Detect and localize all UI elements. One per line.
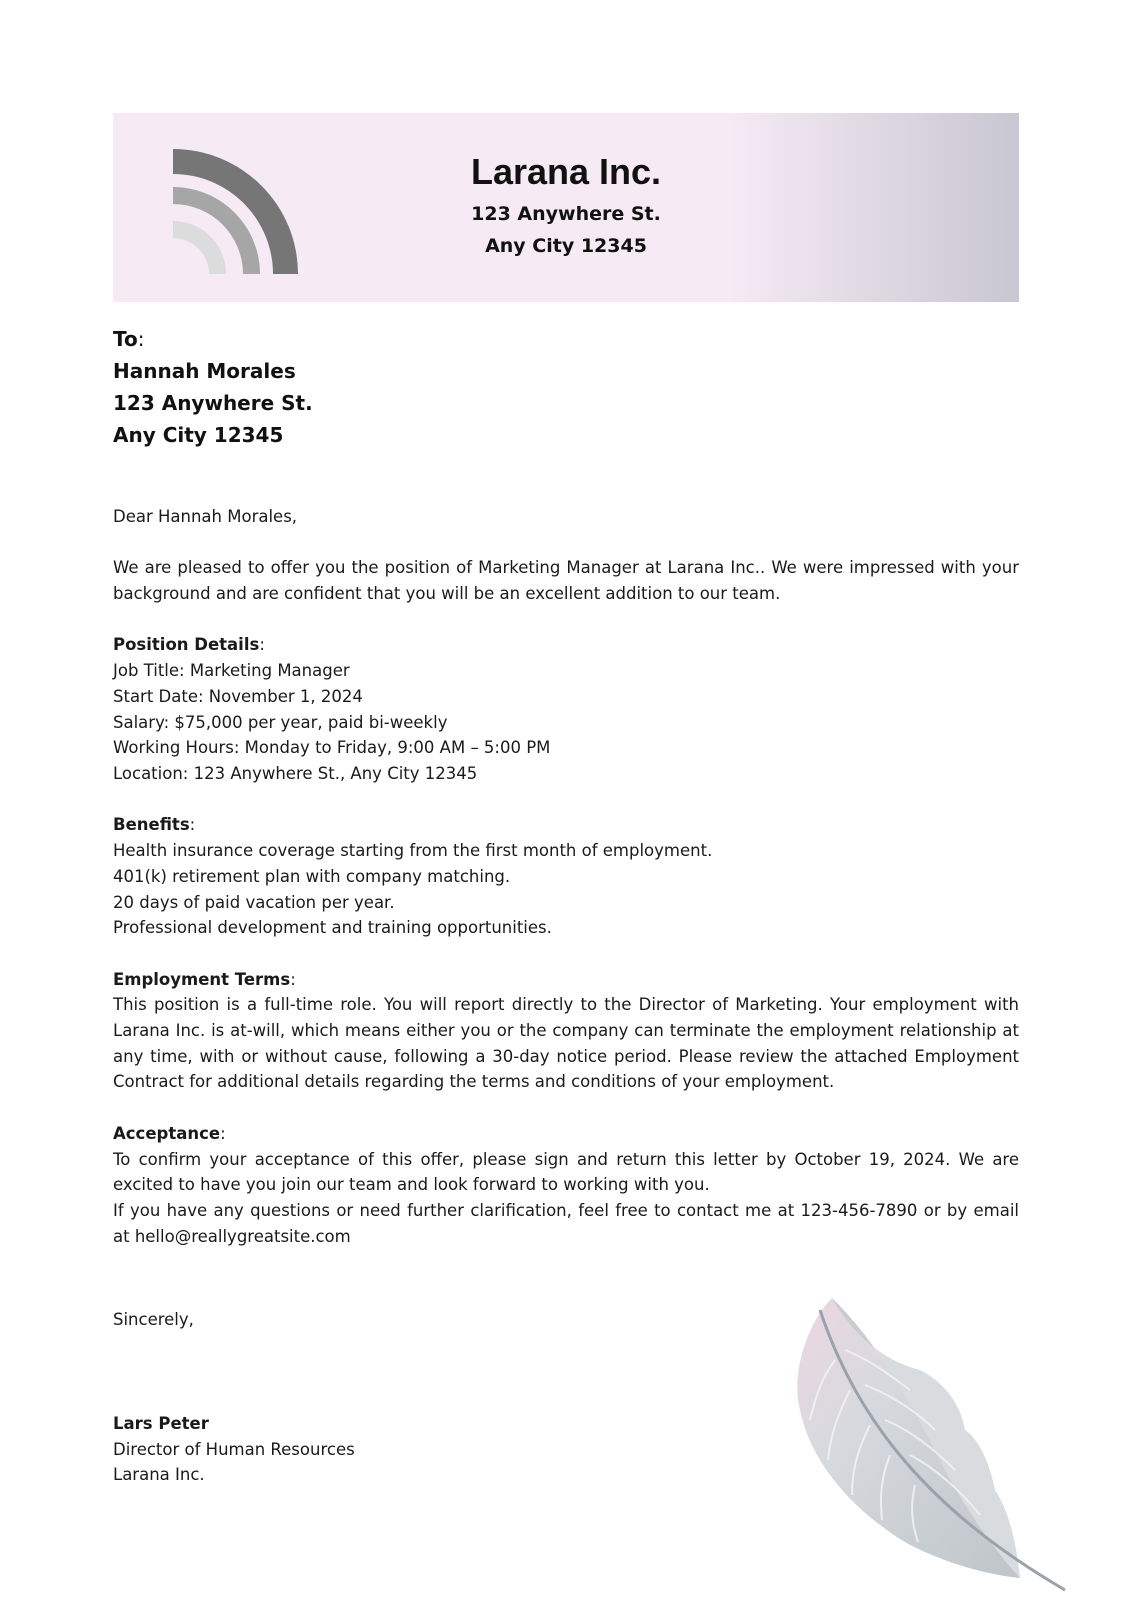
- to-colon: :: [137, 327, 145, 351]
- position-details-heading: Position Details: [113, 635, 260, 655]
- position-detail-location: Location: 123 Anywhere St., Any City 12345: [113, 764, 478, 783]
- employment-terms-heading: Employment Terms: [113, 969, 291, 989]
- contact-text: If you have any questions or need further clarification, feel free to contact me at 123-456-7890 or by email at hello@reallygreatsite.com: [113, 1200, 1019, 1246]
- recipient-name: Hannah Morales: [113, 359, 296, 383]
- feather-leaf-icon: [790, 1290, 1090, 1600]
- signer-name: Lars Peter: [113, 1414, 209, 1433]
- benefit-vacation: 20 days of paid vacation per year.: [113, 892, 395, 912]
- acceptance-heading: Acceptance: [113, 1123, 221, 1143]
- position-detail-job-title: Job Title: Marketing Manager: [113, 661, 350, 681]
- to-line: [113, 323, 313, 355]
- benefits-section: [113, 812, 1019, 941]
- position-details-heading-line: [113, 632, 1019, 658]
- position-detail-salary: Salary: $75,000 per year, paid bi-weekly: [113, 712, 448, 732]
- letterhead-band: [113, 113, 1019, 302]
- company-name: Larana Inc.: [470, 151, 662, 192]
- signer-title: Director of Human Resources: [113, 1439, 355, 1459]
- employment-terms-colon: :: [290, 969, 296, 989]
- acceptance-section: [113, 1121, 1019, 1250]
- benefits-colon: :: [189, 815, 196, 835]
- company-address-line1: 123 Anywhere St.: [471, 203, 661, 225]
- signer-company: Larana Inc.: [113, 1465, 205, 1485]
- position-detail-working-hours: Working Hours: Monday to Friday, 9:00 AM – 5:00 PM: [113, 738, 551, 758]
- letter-body: [113, 504, 1019, 1275]
- signature-block: [113, 1411, 355, 1488]
- benefits-heading-line: [113, 812, 1019, 838]
- company-address-line2: Any City 12345: [485, 235, 647, 257]
- position-details-section: [113, 632, 1019, 786]
- position-detail-start-date: Start Date: November 1, 2024: [113, 686, 363, 706]
- recipient-address-line2: Any City 12345: [113, 423, 284, 447]
- intro-paragraph: We are pleased to offer you the position of Marketing Manager at Larana Inc.. We were impressed with your background and are confident that you will be an excellent addition to our team.: [113, 558, 1019, 604]
- employment-terms-text: This position is a full-time role. You will report directly to the Director of Marketing. Your employment with Larana Inc. is at-will, which means either you or the company can terminate the employment relationship at any time, with or without cause, following a 30-day notice period. Please review the attached Employment Contract for additional details regarding the terms and conditions of your employment.: [113, 995, 1019, 1092]
- acceptance-text: To confirm your acceptance of this offer, please sign and return this letter by October 19, 2024. We are excited to have you join our team and look forward to working with you.: [113, 1149, 1019, 1195]
- benefits-heading: Benefits: [113, 815, 190, 835]
- benefit-health-insurance: Health insurance coverage starting from the first month of employment.: [113, 841, 713, 861]
- acceptance-colon: :: [220, 1123, 226, 1143]
- recipient-block: [113, 323, 313, 451]
- to-label: To: [113, 327, 138, 351]
- benefit-professional-development: Professional development and training opportunities.: [113, 918, 552, 938]
- salutation: Dear Hannah Morales,: [113, 507, 298, 526]
- closing: Sincerely,: [113, 1310, 194, 1329]
- employment-terms-heading-line: [113, 967, 1019, 993]
- benefit-retirement-plan: 401(k) retirement plan with company matching.: [113, 866, 511, 886]
- position-details-colon: :: [259, 635, 265, 655]
- acceptance-heading-line: [113, 1121, 1019, 1147]
- employment-terms-section: [113, 967, 1019, 1096]
- recipient-address-line1: 123 Anywhere St.: [113, 391, 313, 415]
